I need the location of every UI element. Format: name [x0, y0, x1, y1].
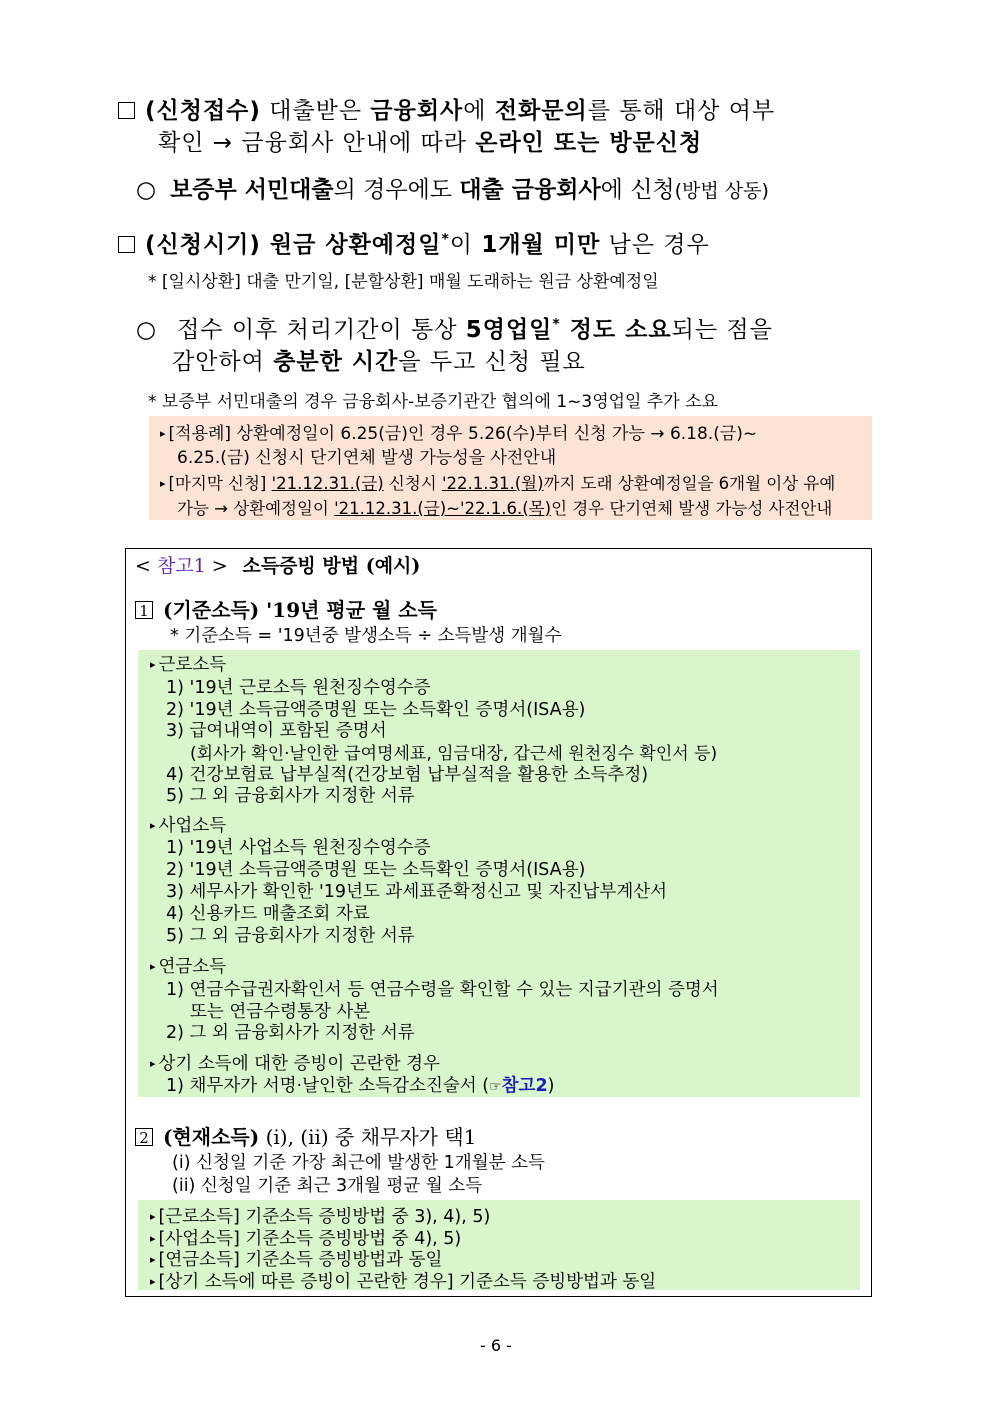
example-line1: ▸ [적용례] 상환예정일이 6.25(금)인 경우 5.26(수)부터 신청 가능 → 6.18.(금)~ [160, 424, 758, 444]
example-line2: 6.25.(금) 신청시 단기연체 발생 가능성을 사전안내 [177, 448, 557, 468]
labor-income-heading: ▸ 근로소득 [150, 655, 227, 675]
section-processing-line2: 감안하여 충분한 시간을 두고 신청 필요 [172, 349, 586, 375]
list-item: 3) 급여내역이 포함된 증명서 [166, 721, 387, 741]
reference-2-link[interactable]: 참고2 [501, 1076, 548, 1096]
base-income-note: * 기준소득 = '19년중 발생소득 ÷ 소득발생 개월수 [170, 626, 562, 646]
list-item: 2) 그 외 금융회사가 지정한 서류 [166, 1023, 415, 1043]
current-income-option-i: (i) 신청일 기준 가장 최근에 발생한 1개월분 소득 [172, 1153, 545, 1173]
triangle-bullet-icon: ▸ [160, 427, 166, 440]
list-item: 또는 연금수령통장 사본 [190, 1002, 371, 1022]
list-item: 5) 그 외 금융회사가 지정한 서류 [166, 926, 415, 946]
example-line4: 가능 → 상환예정일이 '21.12.31.(금)~'22.1.6.(목)인 경우 단기연체 발생 가능성 사전안내 [177, 499, 833, 518]
triangle-bullet-icon: ▸ [150, 960, 156, 973]
number-box-1: 1 [135, 601, 153, 619]
section-processing-line1: ○ 접수 이후 처리기간이 통상 5영업일* 정도 소요되는 점을 [136, 316, 773, 343]
list-item: ▸ [상기 소득에 따른 증빙이 곤란한 경우] 기준소득 증빙방법과 동일 [150, 1272, 657, 1292]
list-item: ▸ [근로소득] 기준소득 증빙방법 중 3), 4), 5) [150, 1207, 491, 1227]
list-item: (회사가 확인·날인한 급여명세표, 임금대장, 갑근세 원천징수 확인서 등) [190, 744, 718, 764]
base-income-title: 1 (기준소득) '19년 평균 월 소득 [135, 594, 437, 623]
current-income-title: 2 (현재소득) (i), (ii) 중 채무자가 택1 [135, 1121, 476, 1150]
example-line3: ▸ [마지막 신청] '21.12.31.(금) 신청시 '22.1.31.(월)까지 도래 상환예정일을 6개월 이상 유예 [160, 474, 836, 493]
section-apply-line1: (신청접수) 대출받은 금융회사에 전화문의를 통해 대상 여부 [118, 92, 775, 125]
section-apply-sub: ○ 보증부 서민대출의 경우에도 대출 금융회사에 신청(방법 상동) [136, 177, 769, 203]
reference-title: < 참고1 > 소득증빙 방법 (예시) [135, 555, 421, 577]
section-processing-note: * 보증부 서민대출의 경우 금융회사-보증기관간 협의에 1~3영업일 추가 소요 [148, 392, 718, 412]
business-income-heading: ▸ 사업소득 [150, 816, 227, 836]
square-box-icon [118, 102, 135, 119]
number-box-2: 2 [135, 1128, 153, 1146]
square-box-icon [118, 236, 135, 253]
list-item: 2) '19년 소득금액증명원 또는 소득확인 증명서(ISA용) [166, 860, 586, 880]
list-item: 1) '19년 근로소득 원천징수영수증 [166, 678, 431, 698]
list-item: 2) '19년 소득금액증명원 또는 소득확인 증명서(ISA용) [166, 700, 586, 720]
triangle-bullet-icon: ▸ [150, 1210, 156, 1223]
list-item: ▸ [사업소득] 기준소득 증빙방법 중 4), 5) [150, 1229, 462, 1249]
section-timing-title: (신청시기) 원금 상환예정일*이 1개월 미만 남은 경우 [118, 226, 710, 259]
pointing-hand-icon: ☞ [489, 1079, 502, 1095]
current-income-option-ii: (ii) 신청일 기준 최근 3개월 평균 월 소득 [172, 1176, 483, 1196]
triangle-bullet-icon: ▸ [150, 1275, 156, 1288]
list-item: 1) 연금수급권자확인서 등 연금수령을 확인할 수 있는 지급기관의 증명서 [166, 980, 719, 1000]
triangle-bullet-icon: ▸ [150, 1057, 156, 1070]
section-timing-note: * [일시상환] 대출 만기일, [분할상환] 매월 도래하는 원금 상환예정일 [148, 272, 659, 292]
list-item: 4) 건강보험료 납부실적(건강보험 납부실적을 활용한 소득추정) [166, 765, 649, 785]
list-item: 1) '19년 사업소득 원천징수영수증 [166, 838, 431, 858]
triangle-bullet-icon: ▸ [150, 1232, 156, 1245]
page-number: - 6 - [480, 1336, 512, 1355]
triangle-bullet-icon: ▸ [150, 658, 156, 671]
list-item: 5) 그 외 금융회사가 지정한 서류 [166, 786, 415, 806]
triangle-bullet-icon: ▸ [150, 819, 156, 832]
triangle-bullet-icon: ▸ [150, 1253, 156, 1266]
list-item: 3) 세무사가 확인한 '19년도 과세표준확정신고 및 자진납부계산서 [166, 882, 668, 902]
list-item: 4) 신용카드 매출조회 자료 [166, 904, 370, 924]
difficult-proof-heading: ▸ 상기 소득에 대한 증빙이 곤란한 경우 [150, 1054, 440, 1074]
pension-income-heading: ▸ 연금소득 [150, 957, 227, 977]
section-apply-line2: 확인 → 금융회사 안내에 따라 온라인 또는 방문신청 [158, 130, 703, 156]
triangle-bullet-icon: ▸ [160, 477, 166, 490]
list-item: ▸ [연금소득] 기준소득 증빙방법과 동일 [150, 1250, 443, 1270]
list-item: 1) 채무자가 서명·날인한 소득감소진술서 (☞참고2) [166, 1076, 555, 1096]
